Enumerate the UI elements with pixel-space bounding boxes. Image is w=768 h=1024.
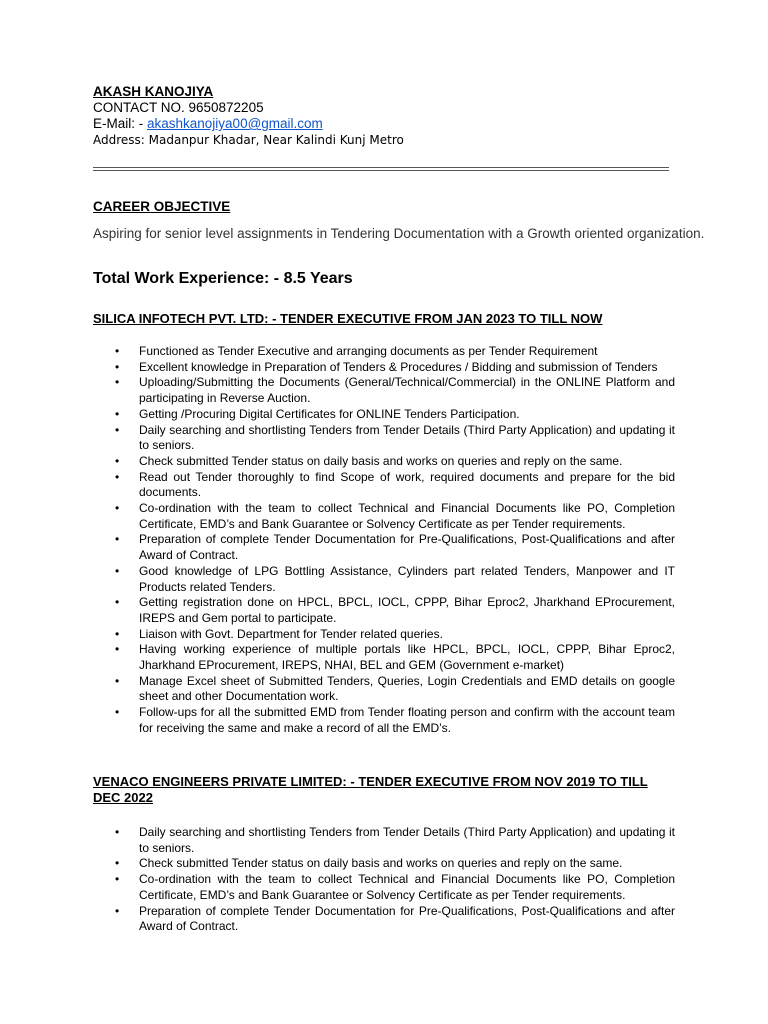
bullet-icon: • (115, 825, 120, 839)
duty-text: Liaison with Govt. Department for Tender related queries. (139, 626, 443, 641)
duty-text: Follow-ups for all the submitted EMD from Tender floating person and confirm with the account team for receiving the same and make a record of all the EMD’s. (139, 705, 675, 735)
bullet-icon: • (115, 501, 120, 516)
bullet-icon: • (115, 903, 120, 918)
candidate-name: AKASH KANOJIYA (93, 84, 214, 99)
duty-item (93, 501, 675, 532)
career-objective-heading: CAREER OBJECTIVE (93, 199, 231, 214)
bullet-icon: • (115, 856, 120, 871)
duty-item (93, 532, 675, 563)
duty-text: Co-ordination with the team to collect Technical and Financial Documents like PO, Completion Certificate, EMD’s and Bank Guarantee or Solvency Certificate as per Tender requirements. (139, 872, 675, 902)
contact-header (93, 84, 693, 149)
duty-text: Functioned as Tender Executive and arranging documents as per Tender Requirement (139, 344, 598, 358)
bullet-icon: • (115, 532, 120, 547)
duty-text: Preparation of complete Tender Documentation for Pre-Qualifications, Post-Qualifications and after Award of Contract. (139, 903, 675, 934)
duty-item (93, 344, 675, 360)
duty-item (93, 872, 675, 903)
duty-text: Check submitted Tender status on daily basis and works on queries and reply on the same. (139, 453, 623, 468)
bullet-icon: • (115, 375, 120, 390)
bullet-icon: • (115, 422, 120, 437)
address-line: Address: Madanpur Khadar, Near Kalindi Kunj Metro (93, 133, 404, 147)
duty-item (93, 564, 675, 595)
bullet-icon: • (115, 872, 120, 887)
duty-item (93, 627, 675, 643)
bullet-icon: • (115, 673, 120, 688)
duty-text: Daily searching and shortlisting Tenders from Tender Details (Third Party Application) and updating it to seniors. (139, 422, 675, 453)
job-title-venaco: VENACO ENGINEERS PRIVATE LIMITED: - TENDER EXECUTIVE FROM NOV 2019 TO TILL DEC 2022 (93, 774, 648, 805)
email-line (93, 116, 693, 132)
total-experience: Total Work Experience: - 8.5 Years (93, 270, 353, 287)
duty-text: Getting /Procuring Digital Certificates for ONLINE Tenders Participation. (139, 406, 520, 421)
duty-text: Check submitted Tender status on daily basis and works on queries and reply on the same. (139, 856, 623, 871)
duty-item (93, 642, 675, 673)
job-title-silica: SILICA INFOTECH PVT. LTD: - TENDER EXECUTIVE FROM JAN 2023 TO TILL NOW (93, 311, 603, 326)
duty-text: Good knowledge of LPG Bottling Assistance, Cylinders part related Tenders, Manpower and IT Products related Tenders. (139, 563, 675, 594)
job-duties-venaco (93, 825, 675, 935)
duty-item (93, 595, 675, 626)
bullet-icon: • (115, 595, 120, 610)
duty-item (93, 407, 675, 423)
bullet-icon: • (115, 406, 120, 421)
duty-text: Excellent knowledge in Preparation of Tenders & Procedures / Bidding and submission of Tenders (139, 359, 658, 374)
duty-item (93, 375, 675, 406)
duty-item (93, 904, 675, 935)
header-divider (93, 167, 669, 171)
bullet-icon: • (115, 469, 120, 484)
duty-text: Daily searching and shortlisting Tenders from Tender Details (Third Party Application) and updating it to seniors. (139, 825, 675, 855)
bullet-icon: • (115, 359, 120, 374)
bullet-icon: • (115, 626, 120, 641)
bullet-icon: • (115, 563, 120, 578)
duty-item (93, 705, 675, 736)
duty-item (93, 674, 675, 705)
duty-text: Manage Excel sheet of Submitted Tenders, Queries, Login Credentials and EMD details on google sheet and other Documentation work. (139, 673, 675, 704)
duty-item (93, 825, 675, 856)
email-link[interactable]: akashkanojiya00@gmail.com (147, 116, 323, 131)
email-prefix: E-Mail: - (93, 116, 147, 131)
duty-item (93, 360, 675, 376)
contact-number: CONTACT NO. 9650872205 (93, 100, 264, 115)
duty-text: Getting registration done on HPCL, BPCL, IOCL, CPPP, Bihar Eproc2, Jharkhand EProcurement, IREPS and Gem portal to participate. (139, 595, 675, 625)
bullet-icon: • (115, 642, 120, 657)
duty-text: Preparation of complete Tender Documentation for Pre-Qualifications, Post-Qualifications and after Award of Contract. (139, 532, 675, 563)
duty-text: Co-ordination with the team to collect Technical and Financial Documents like PO, Completion Certificate, EMD’s and Bank Guarantee or Solvency Certificate as per Tender requirements. (139, 501, 675, 531)
duty-text: Having working experience of multiple portals like HPCL, BPCL, IOCL, CPPP, Bihar Eproc2, Jharkhand EProcurement, IREPS, NHAI, BEL and GEM (Government e-market) (139, 642, 675, 673)
career-objective-text: Aspiring for senior level assignments in Tendering Documentation with a Growth oriented organization. (93, 226, 705, 241)
duty-text: Uploading/Submitting the Documents (General/Technical/Commercial) in the ONLINE Platform and participating in Reverse Auction. (139, 375, 675, 406)
duty-text: Read out Tender thoroughly to find Scope of work, required documents and prepare for the bid documents. (139, 469, 675, 500)
bullet-icon: • (115, 344, 120, 358)
bullet-icon: • (115, 705, 120, 720)
duty-item (93, 423, 675, 454)
bullet-icon: • (115, 453, 120, 468)
duty-item (93, 470, 675, 501)
duty-item (93, 856, 675, 872)
duty-item (93, 454, 675, 470)
job-duties-silica (93, 344, 675, 737)
